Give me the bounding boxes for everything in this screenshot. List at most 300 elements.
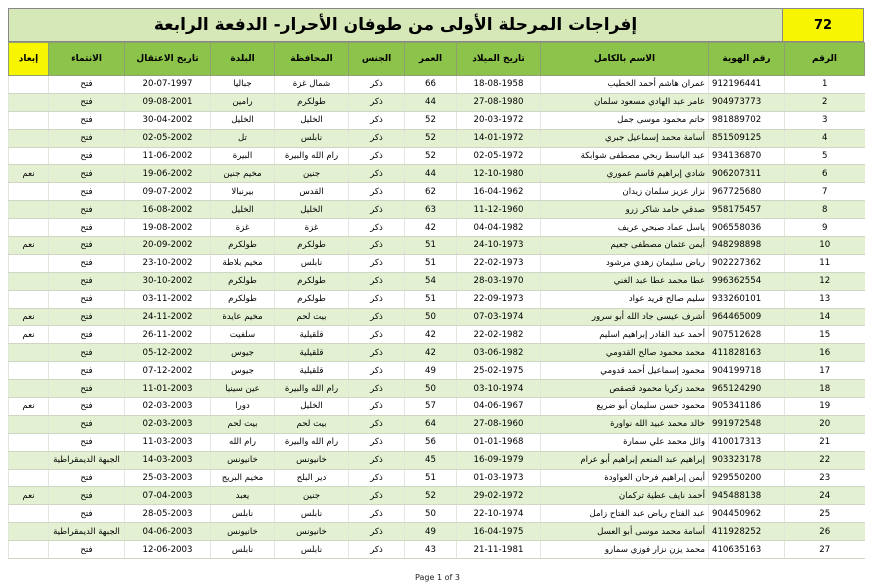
cell-gov: قلقيلية (275, 344, 349, 362)
cell-dob: 04-04-1982 (457, 219, 541, 237)
cell-dob: 12-10-1980 (457, 165, 541, 183)
cell-name: محمد محمود صالح القدومي (541, 344, 709, 362)
cell-name: عبد الفتاح رياض عبد الفتاح زامل (541, 505, 709, 523)
cell-sex: ذكر (349, 308, 405, 326)
cell-aff: فتح (49, 505, 125, 523)
cell-no: 6 (785, 165, 865, 183)
cell-aff: الجبهة الديمقراطية (49, 523, 125, 541)
cell-age: 52 (405, 129, 457, 147)
cell-town: نابلس (211, 541, 275, 559)
cell-gov: خانيونس (275, 451, 349, 469)
cell-town: مخيم البريج (211, 469, 275, 487)
cell-town: مخيم جنين (211, 165, 275, 183)
table-header-row (9, 43, 865, 76)
cell-name: إبراهيم عبد المنعم إبراهيم أبو عرام (541, 451, 709, 469)
table-row[interactable] (9, 254, 865, 272)
cell-gov: طولكرم (275, 93, 349, 111)
cell-id: 933260101 (709, 290, 785, 308)
cell-rearrest (9, 469, 49, 487)
cell-id: 945488138 (709, 487, 785, 505)
cell-dob: 03-06-1982 (457, 344, 541, 362)
table-row[interactable] (9, 523, 865, 541)
cell-dob: 29-02-1972 (457, 487, 541, 505)
header-id[interactable]: رقم الهوية (709, 43, 785, 76)
cell-town: خانيونس (211, 451, 275, 469)
cell-sex: ذكر (349, 362, 405, 380)
cell-name: نزار عزيز سلمان زيدان (541, 183, 709, 201)
cell-name: سليم صالح فريد عواد (541, 290, 709, 308)
cell-dob: 22-09-1973 (457, 290, 541, 308)
cell-sex: ذكر (349, 93, 405, 111)
cell-sex: ذكر (349, 129, 405, 147)
cell-rearrest (9, 129, 49, 147)
cell-age: 49 (405, 362, 457, 380)
cell-arrest: 28-05-2003 (125, 505, 211, 523)
cell-age: 54 (405, 272, 457, 290)
cell-aff: فتح (49, 219, 125, 237)
cell-sex: ذكر (349, 398, 405, 416)
cell-sex: ذكر (349, 165, 405, 183)
cell-town: الخليل (211, 201, 275, 219)
cell-no: 8 (785, 201, 865, 219)
cell-no: 25 (785, 505, 865, 523)
cell-dob: 16-04-1962 (457, 183, 541, 201)
page-footer: Page 1 of 3 (415, 573, 460, 582)
cell-name: أسامة محمد موسى أبو العسل (541, 523, 709, 541)
cell-age: 51 (405, 290, 457, 308)
table-row[interactable] (9, 237, 865, 255)
cell-name: عطا محمد عطا عبد الغني (541, 272, 709, 290)
table-row[interactable] (9, 487, 865, 505)
table-row[interactable] (9, 93, 865, 111)
cell-aff: فتح (49, 76, 125, 94)
cell-dob: 11-12-1960 (457, 201, 541, 219)
cell-sex: ذكر (349, 505, 405, 523)
table-body (9, 76, 865, 559)
cell-town: طولكرم (211, 272, 275, 290)
cell-town: عين سينيا (211, 380, 275, 398)
cell-town: نابلس (211, 505, 275, 523)
release-sheet (8, 8, 864, 559)
cell-no: 26 (785, 523, 865, 541)
cell-gov: خانيونس (275, 523, 349, 541)
cell-rearrest (9, 541, 49, 559)
cell-age: 42 (405, 326, 457, 344)
cell-arrest: 20-07-1997 (125, 76, 211, 94)
cell-aff: فتح (49, 129, 125, 147)
cell-sex: ذكر (349, 326, 405, 344)
cell-age: 50 (405, 380, 457, 398)
cell-arrest: 26-11-2002 (125, 326, 211, 344)
cell-rearrest (9, 415, 49, 433)
cell-gov: نابلس (275, 129, 349, 147)
cell-arrest: 12-06-2003 (125, 541, 211, 559)
cell-gov: طولكرم (275, 237, 349, 255)
cell-age: 52 (405, 111, 457, 129)
cell-arrest: 02-03-2003 (125, 415, 211, 433)
cell-no: 13 (785, 290, 865, 308)
table-row[interactable] (9, 505, 865, 523)
header-name[interactable]: الاسم بالكامل (541, 43, 709, 76)
cell-gov: شمال غزة (275, 76, 349, 94)
cell-age: 66 (405, 76, 457, 94)
cell-town: جيوس (211, 344, 275, 362)
cell-sex: ذكر (349, 183, 405, 201)
cell-no: 10 (785, 237, 865, 255)
table-row[interactable] (9, 308, 865, 326)
cell-gov: طولكرم (275, 272, 349, 290)
cell-id: 904199718 (709, 362, 785, 380)
cell-dob: 01-01-1968 (457, 433, 541, 451)
cell-age: 45 (405, 451, 457, 469)
title-row (8, 8, 864, 42)
cell-no: 11 (785, 254, 865, 272)
cell-town: تل (211, 129, 275, 147)
cell-id: 912196441 (709, 76, 785, 94)
cell-arrest: 25-03-2003 (125, 469, 211, 487)
prisoners-table (8, 42, 865, 559)
cell-aff: فتح (49, 469, 125, 487)
table-row[interactable] (9, 344, 865, 362)
cell-gov: رام الله والبيرة (275, 147, 349, 165)
cell-id: 906207311 (709, 165, 785, 183)
cell-arrest: 09-07-2002 (125, 183, 211, 201)
cell-arrest: 20-09-2002 (125, 237, 211, 255)
cell-id: 991972548 (709, 415, 785, 433)
cell-town: طولكرم (211, 237, 275, 255)
cell-aff: فتح (49, 165, 125, 183)
cell-no: 17 (785, 362, 865, 380)
cell-sex: ذكر (349, 272, 405, 290)
cell-rearrest: نعم (9, 487, 49, 505)
cell-name: محمد زكريا محمود قصقص (541, 380, 709, 398)
header-no[interactable]: الرقم (785, 43, 865, 76)
table-row[interactable] (9, 433, 865, 451)
cell-no: 12 (785, 272, 865, 290)
cell-town: يعبد (211, 487, 275, 505)
cell-id: 904973773 (709, 93, 785, 111)
cell-town: خانيونس (211, 523, 275, 541)
cell-aff: فتح (49, 308, 125, 326)
cell-name: صدقي حامد شاكر زرو (541, 201, 709, 219)
cell-town: مخيم عايدة (211, 308, 275, 326)
cell-id: 948298898 (709, 237, 785, 255)
count-badge: 72 (783, 9, 863, 41)
cell-sex: ذكر (349, 147, 405, 165)
cell-aff: فتح (49, 147, 125, 165)
cell-no: 7 (785, 183, 865, 201)
cell-id: 903323178 (709, 451, 785, 469)
header-town[interactable]: البلدة (211, 43, 275, 76)
table-row[interactable] (9, 183, 865, 201)
cell-arrest: 07-12-2002 (125, 362, 211, 380)
cell-dob: 22-02-1982 (457, 326, 541, 344)
cell-arrest: 07-04-2003 (125, 487, 211, 505)
cell-gov: دير البلح (275, 469, 349, 487)
header-dob[interactable]: تاريخ الميلاد (457, 43, 541, 76)
cell-dob: 25-02-1975 (457, 362, 541, 380)
cell-dob: 02-05-1972 (457, 147, 541, 165)
cell-no: 4 (785, 129, 865, 147)
table-row[interactable] (9, 76, 865, 94)
header-gov[interactable]: المحافظة (275, 43, 349, 76)
cell-rearrest: نعم (9, 308, 49, 326)
cell-gov: جنين (275, 165, 349, 183)
cell-aff: الجبهة الديمقراطية (49, 451, 125, 469)
cell-aff: فتح (49, 290, 125, 308)
cell-sex: ذكر (349, 201, 405, 219)
cell-id: 981889702 (709, 111, 785, 129)
cell-gov: قلقيلية (275, 326, 349, 344)
cell-id: 934136870 (709, 147, 785, 165)
cell-aff: فتح (49, 415, 125, 433)
cell-gov: الخليل (275, 111, 349, 129)
cell-aff: فتح (49, 541, 125, 559)
cell-no: 3 (785, 111, 865, 129)
cell-name: وائل محمد علي سمارة (541, 433, 709, 451)
cell-name: أيمن إبراهيم فرحان العواودة (541, 469, 709, 487)
header-rearrest[interactable]: إبعاد (9, 43, 49, 76)
cell-town: بيرنبالا (211, 183, 275, 201)
table-row[interactable] (9, 290, 865, 308)
cell-name: عبد الباسط ربحي مصطفى شوابكة (541, 147, 709, 165)
cell-name: عمران هاشم أحمد الخطيب (541, 76, 709, 94)
cell-age: 52 (405, 147, 457, 165)
cell-age: 51 (405, 237, 457, 255)
cell-sex: ذكر (349, 344, 405, 362)
cell-dob: 28-03-1970 (457, 272, 541, 290)
cell-id: 902227362 (709, 254, 785, 272)
cell-dob: 04-06-1967 (457, 398, 541, 416)
cell-dob: 20-03-1972 (457, 111, 541, 129)
cell-town: جباليا (211, 76, 275, 94)
cell-rearrest (9, 290, 49, 308)
cell-dob: 27-08-1980 (457, 93, 541, 111)
cell-name: خالد محمد عبيد الله نواورة (541, 415, 709, 433)
table-row[interactable] (9, 219, 865, 237)
table-row[interactable] (9, 541, 865, 559)
table-row[interactable] (9, 451, 865, 469)
cell-age: 51 (405, 254, 457, 272)
cell-arrest: 14-03-2003 (125, 451, 211, 469)
cell-aff: فتح (49, 111, 125, 129)
cell-town: بيت لحم (211, 415, 275, 433)
cell-age: 44 (405, 165, 457, 183)
table-row[interactable] (9, 111, 865, 129)
table-row[interactable] (9, 147, 865, 165)
cell-arrest: 11-03-2003 (125, 433, 211, 451)
cell-aff: فتح (49, 237, 125, 255)
cell-dob: 03-10-1974 (457, 380, 541, 398)
cell-gov: قلقيلية (275, 362, 349, 380)
cell-no: 1 (785, 76, 865, 94)
cell-sex: ذكر (349, 415, 405, 433)
cell-id: 411828163 (709, 344, 785, 362)
cell-age: 44 (405, 93, 457, 111)
cell-aff: فتح (49, 362, 125, 380)
cell-name: حاتم محمود موسى جمل (541, 111, 709, 129)
cell-town: الخليل (211, 111, 275, 129)
cell-sex: ذكر (349, 380, 405, 398)
cell-rearrest (9, 147, 49, 165)
cell-name: عامر عبد الهادي مسعود سلمان (541, 93, 709, 111)
cell-rearrest (9, 523, 49, 541)
cell-sex: ذكر (349, 254, 405, 272)
cell-rearrest (9, 272, 49, 290)
table-row[interactable] (9, 398, 865, 416)
cell-town: جيوس (211, 362, 275, 380)
header-age[interactable]: العمر (405, 43, 457, 76)
cell-age: 42 (405, 219, 457, 237)
cell-age: 43 (405, 541, 457, 559)
cell-age: 50 (405, 505, 457, 523)
cell-id: 906558036 (709, 219, 785, 237)
cell-rearrest (9, 219, 49, 237)
cell-no: 18 (785, 380, 865, 398)
cell-sex: ذكر (349, 290, 405, 308)
cell-no: 5 (785, 147, 865, 165)
cell-no: 27 (785, 541, 865, 559)
cell-age: 56 (405, 433, 457, 451)
cell-gov: بيت لحم (275, 308, 349, 326)
cell-arrest: 09-08-2001 (125, 93, 211, 111)
table-row[interactable] (9, 326, 865, 344)
table-row[interactable] (9, 201, 865, 219)
cell-gov: رام الله والبيرة (275, 433, 349, 451)
cell-arrest: 03-11-2002 (125, 290, 211, 308)
cell-id: 965124290 (709, 380, 785, 398)
cell-arrest: 19-08-2002 (125, 219, 211, 237)
cell-gov: بيت لحم (275, 415, 349, 433)
table-row[interactable] (9, 415, 865, 433)
cell-arrest: 04-06-2003 (125, 523, 211, 541)
cell-rearrest (9, 254, 49, 272)
cell-arrest: 11-06-2002 (125, 147, 211, 165)
cell-sex: ذكر (349, 76, 405, 94)
table-row[interactable] (9, 272, 865, 290)
cell-rearrest (9, 380, 49, 398)
cell-sex: ذكر (349, 451, 405, 469)
page-title: إفراجات المرحلة الأولى من طوفان الأحرار- الدفعة الرابعة (9, 9, 783, 41)
cell-no: 21 (785, 433, 865, 451)
cell-id: 958175457 (709, 201, 785, 219)
cell-dob: 27-08-1960 (457, 415, 541, 433)
cell-name: أسامة محمد إسماعيل جبري (541, 129, 709, 147)
cell-no: 23 (785, 469, 865, 487)
cell-sex: ذكر (349, 433, 405, 451)
table-row[interactable] (9, 380, 865, 398)
cell-sex: ذكر (349, 111, 405, 129)
cell-age: 51 (405, 469, 457, 487)
cell-sex: ذكر (349, 487, 405, 505)
cell-rearrest (9, 183, 49, 201)
cell-town: البيرة (211, 147, 275, 165)
cell-rearrest (9, 76, 49, 94)
cell-no: 14 (785, 308, 865, 326)
table-row[interactable] (9, 129, 865, 147)
cell-aff: فتح (49, 433, 125, 451)
cell-dob: 01-03-1973 (457, 469, 541, 487)
cell-town: سلفيت (211, 326, 275, 344)
cell-age: 49 (405, 523, 457, 541)
cell-id: 907512628 (709, 326, 785, 344)
cell-id: 967725680 (709, 183, 785, 201)
cell-id: 996362554 (709, 272, 785, 290)
cell-gov: نابلس (275, 254, 349, 272)
cell-age: 50 (405, 308, 457, 326)
cell-name: أحمد نايف عطية تركمان (541, 487, 709, 505)
cell-sex: ذكر (349, 469, 405, 487)
cell-name: أشرف عيسى جاد الله أبو سرور (541, 308, 709, 326)
cell-rearrest (9, 111, 49, 129)
cell-sex: ذكر (349, 237, 405, 255)
cell-aff: فتح (49, 93, 125, 111)
cell-id: 851509125 (709, 129, 785, 147)
cell-id: 929550200 (709, 469, 785, 487)
cell-gov: القدس (275, 183, 349, 201)
cell-rearrest: نعم (9, 398, 49, 416)
cell-rearrest (9, 201, 49, 219)
cell-rearrest (9, 505, 49, 523)
header-sex[interactable]: الجنس (349, 43, 405, 76)
cell-aff: فتح (49, 344, 125, 362)
cell-age: 62 (405, 183, 457, 201)
cell-gov: غزة (275, 219, 349, 237)
cell-rearrest (9, 93, 49, 111)
cell-gov: رام الله والبيرة (275, 380, 349, 398)
cell-rearrest: نعم (9, 165, 49, 183)
cell-sex: ذكر (349, 219, 405, 237)
cell-gov: طولكرم (275, 290, 349, 308)
header-arrest[interactable]: تاريخ الاعتقال (125, 43, 211, 76)
cell-aff: فتح (49, 272, 125, 290)
cell-age: 64 (405, 415, 457, 433)
cell-aff: فتح (49, 326, 125, 344)
table-row[interactable] (9, 469, 865, 487)
cell-aff: فتح (49, 380, 125, 398)
cell-no: 24 (785, 487, 865, 505)
cell-town: غزة (211, 219, 275, 237)
cell-arrest: 24-11-2002 (125, 308, 211, 326)
cell-arrest: 30-04-2002 (125, 111, 211, 129)
cell-aff: فتح (49, 254, 125, 272)
table-row[interactable] (9, 362, 865, 380)
cell-dob: 07-03-1974 (457, 308, 541, 326)
cell-aff: فتح (49, 487, 125, 505)
cell-gov: نابلس (275, 541, 349, 559)
cell-dob: 18-08-1958 (457, 76, 541, 94)
cell-name: محمد يزن نزار فوزي سمارو (541, 541, 709, 559)
cell-rearrest (9, 451, 49, 469)
cell-name: محمود حسن سليمان أبو ضريع (541, 398, 709, 416)
cell-arrest: 02-03-2003 (125, 398, 211, 416)
cell-arrest: 05-12-2002 (125, 344, 211, 362)
cell-no: 15 (785, 326, 865, 344)
cell-arrest: 02-05-2002 (125, 129, 211, 147)
cell-aff: فتح (49, 183, 125, 201)
cell-rearrest: نعم (9, 237, 49, 255)
cell-dob: 16-04-1975 (457, 523, 541, 541)
cell-sex: ذكر (349, 541, 405, 559)
cell-no: 16 (785, 344, 865, 362)
cell-gov: جنين (275, 487, 349, 505)
header-aff[interactable]: الانتماء (49, 43, 125, 76)
cell-gov: نابلس (275, 505, 349, 523)
cell-no: 2 (785, 93, 865, 111)
cell-aff: فتح (49, 201, 125, 219)
table-row[interactable] (9, 165, 865, 183)
cell-dob: 22-10-1974 (457, 505, 541, 523)
